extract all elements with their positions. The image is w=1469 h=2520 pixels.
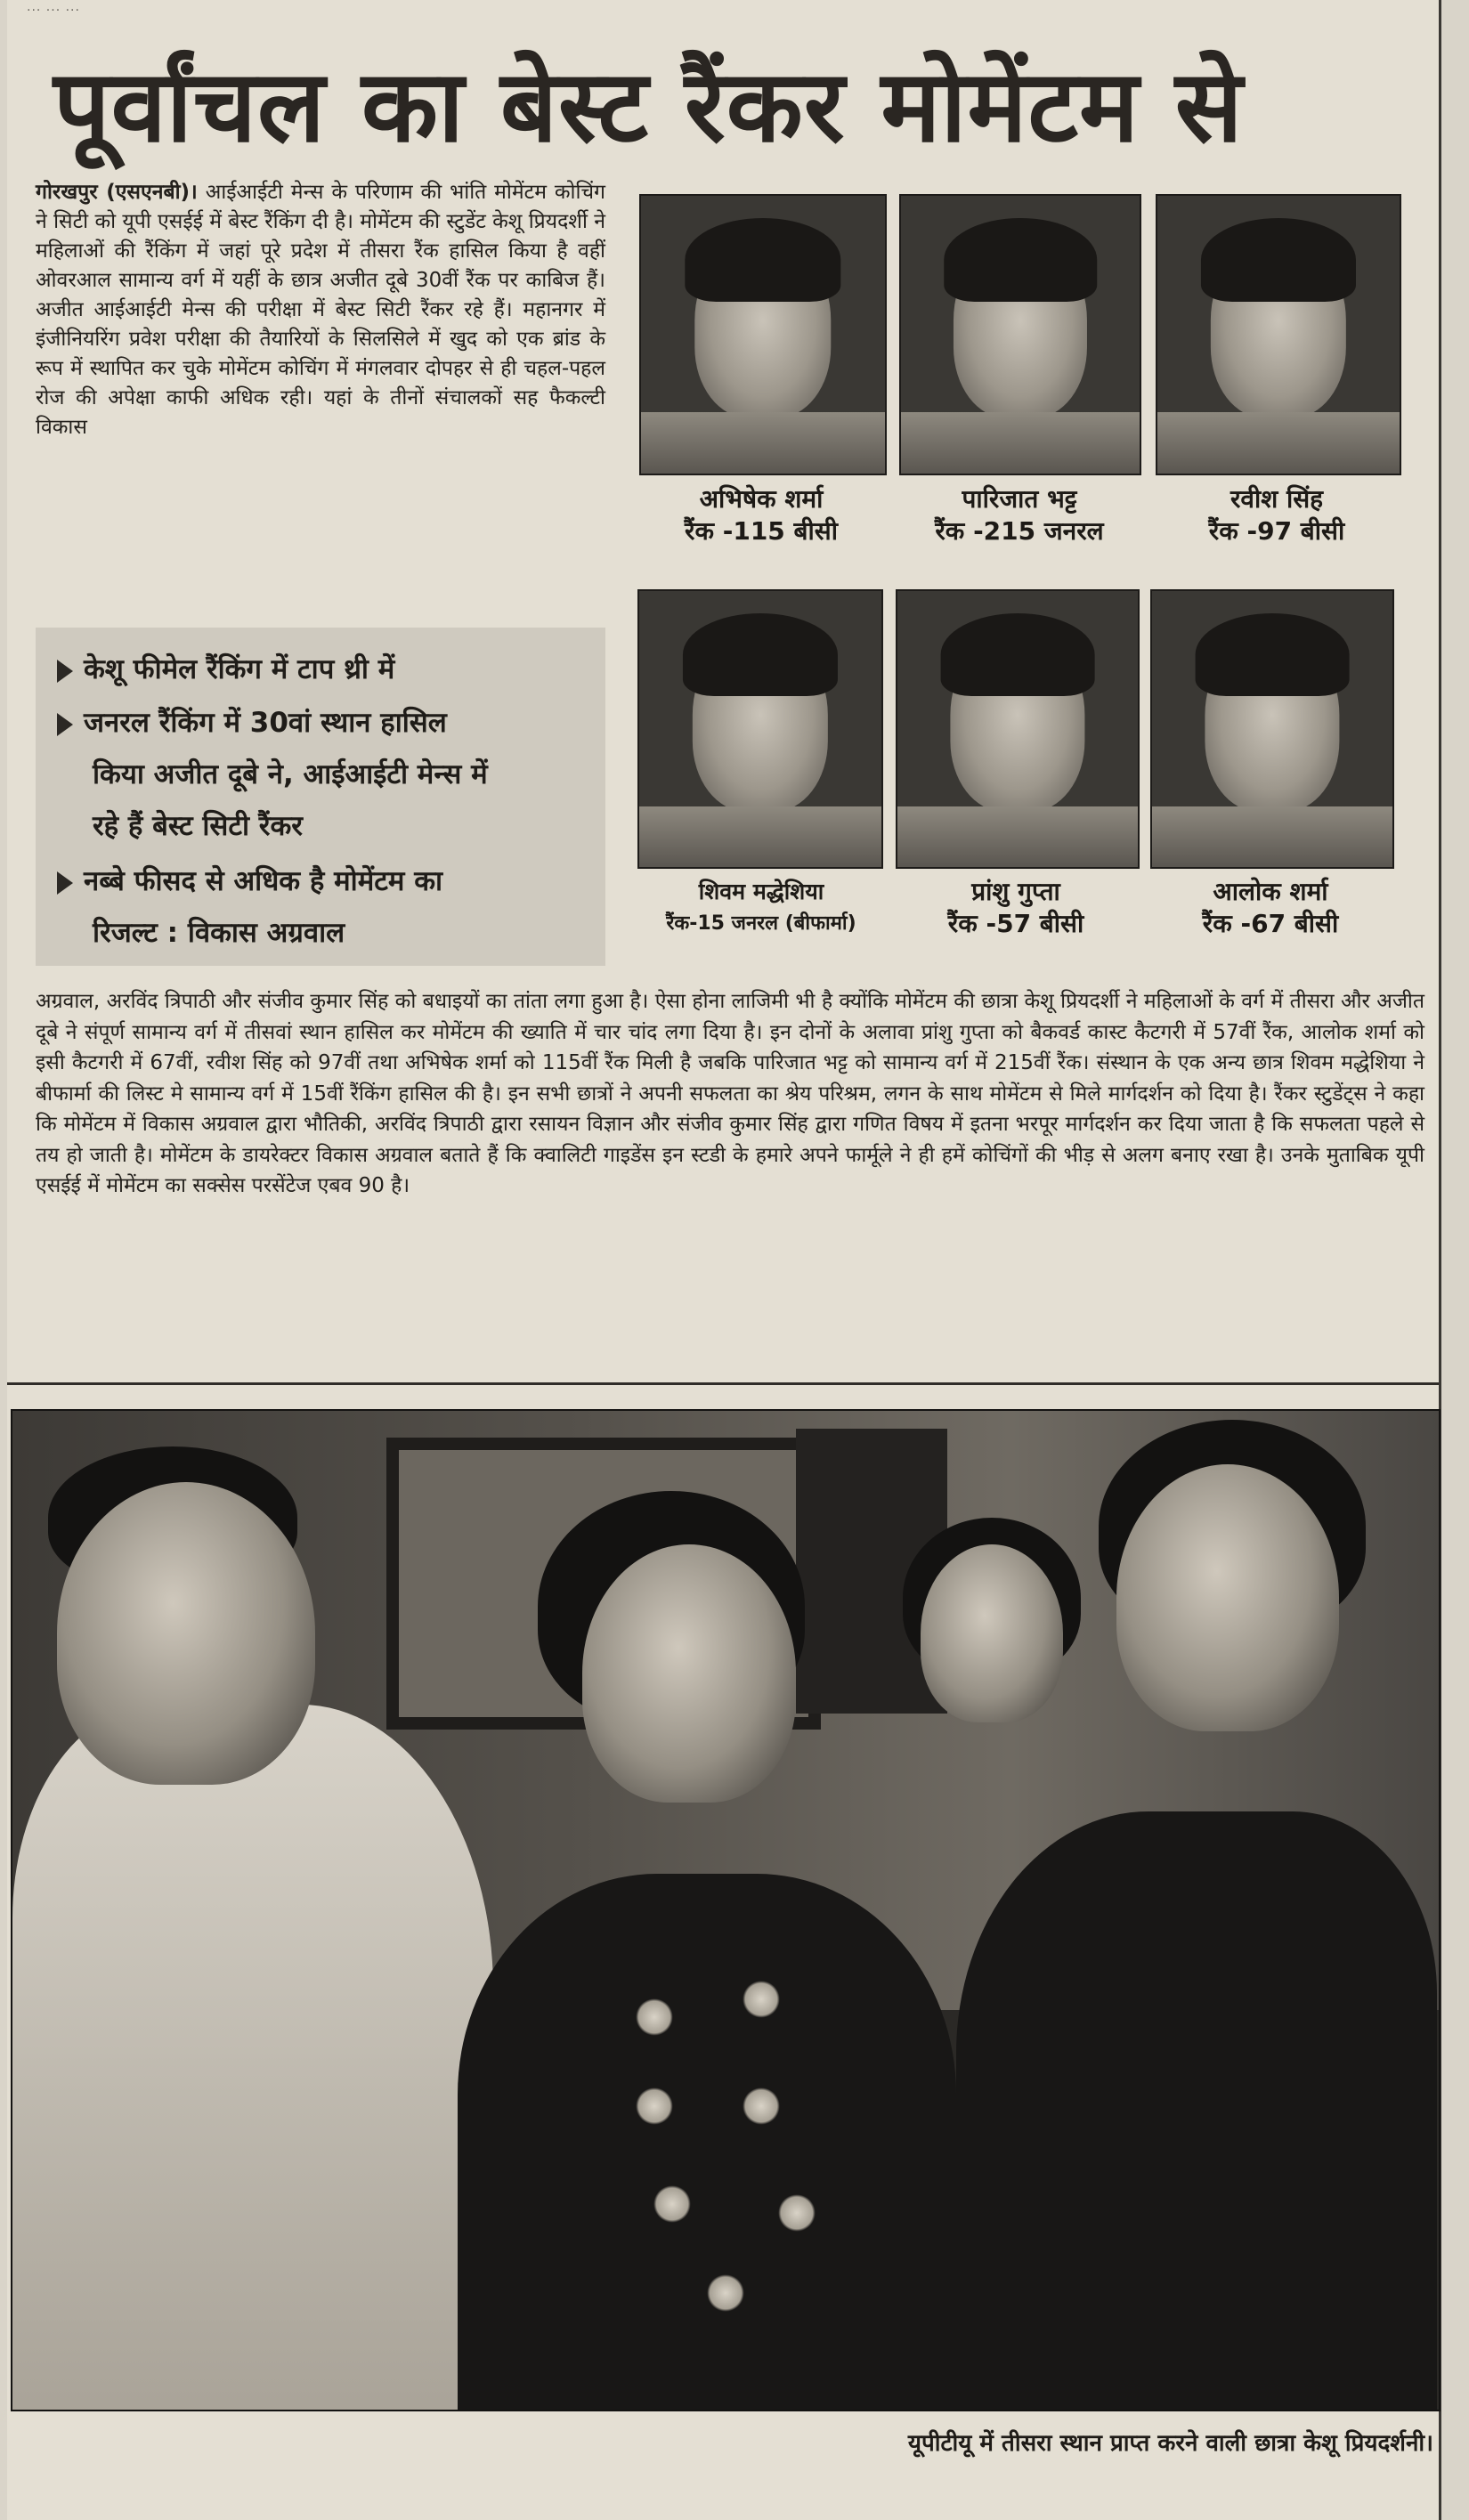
highlight-item bbox=[57, 697, 447, 749]
topper-caption bbox=[1150, 876, 1391, 940]
topper-rank: रैंक -57 बीसी bbox=[947, 909, 1084, 938]
topper-rank: रैंक-15 जनरल (बीफार्मा) bbox=[666, 912, 856, 935]
lead-paragraph bbox=[36, 178, 605, 623]
arrow-bullet-icon bbox=[57, 713, 73, 736]
highlight-text: केशू फीमेल रैंकिंग में टाप थ्री में bbox=[84, 653, 395, 685]
arrow-bullet-icon bbox=[57, 871, 73, 895]
highlight-item bbox=[57, 644, 394, 695]
portrait-photo bbox=[1150, 589, 1394, 869]
article-body: अग्रवाल, अरविंद त्रिपाठी और संजीव कुमार सिंह को बधाइयों का तांता लगा हुआ है। ऐसा होना लाजिमी भी है क्योंकि मोमेंटम की छात्रा केशू प्रियदर्शी ने महिलाओं के वर्ग में तीसरा और अजीत दूबे ने संपूर्ण सामान्य वर्ग में तीसवां स्थान हासिल कर मोमेंटम की ख्याति में चार चांद लगा दिया है। इन दोनों के अलावा प्रांशु गुप्ता को बैकवर्ड कास्ट कैटगरी में 57वीं रैंक, आलोक शर्मा को इसी कैटगरी में 67वीं, रवीश सिंह को 97वीं तथा अभिषेक शर्मा को 115वीं रैंक मिली है जबकि पारिजात भट्ट को सामान्य वर्ग में 215वीं रैंक। संस्थान के एक अन्य छात्र शिवम मद्धेशिया ने बीफार्मा की लिस्ट मे सामान्य वर्ग में 15वीं रैंकिंग हासिल की है। इन सभी छात्रों ने अपनी सफलता का श्रेय परिश्रम, लगन के साथ मोमेंटम से मिले मार्गदर्शन को दिया है। रैंकर स्टुडेंट्स ने कहा कि मोमेंटम में विकास अग्रवाल द्वारा भौतिकी, अरविंद त्रिपाठी द्वारा रसायन विज्ञान और संजीव कुमार सिंह द्वारा गणित विषय में इतना भरपूर मार्गदर्शन कर दिया जाता है कि सफलता पहले से तय हो जाती है। मोमेंटम के डायरेक्टर विकास अग्रवाल बताते हैं कि क्वालिटी गाइडेंस इन स्टडी के हमारे अपने फार्मूले ने ही हमें कोचिंगों की भीड़ से अलग बनाए रखा है। उनके मुताबिक यूपी एसईई में मोमेंटम का सक्सेस परसेंटेज एबव 90 है। bbox=[36, 990, 1424, 1197]
highlight-text: नब्बे फीसद से अधिक है मोमेंटम का bbox=[84, 865, 443, 897]
highlight-item bbox=[57, 855, 442, 907]
topper-name: पारिजात भट्ट bbox=[962, 484, 1077, 514]
highlight-text: रिजल्ट : विकास अग्रवाल bbox=[93, 917, 345, 949]
topper-rank: रैंक -97 बीसी bbox=[1208, 516, 1345, 546]
section-divider bbox=[7, 1382, 1439, 1385]
topper-name: शिवम मद्धेशिया bbox=[698, 879, 824, 904]
lead-text: आईआईटी मेन्स के परिणाम की भांति मोमेंटम कोचिंग ने सिटी को यूपी एसईई में बेस्ट रैंकिंग दी है। मोमेंटम की स्टुडेंट केशू प्रियदर्शी ने महिलाओं की रैंकिंग में जहां पूरे प्रदेश में तीसरा रैंक हासिल किया है वहीं ओवरआल सामान्य वर्ग में यहीं के छात्र अजीत दूबे 30वीं रैंक पर काबिज हैं। अजीत आईआईटी मेन्स की परीक्षा में बेस्ट सिटी रैंकर रहे हैं। महानगर में इंजीनियरिंग प्रवेश परीक्षा की तैयारियों के सिलसिले में खुद को एक ब्रांड के रूप में स्थापित कर चुके मोमेंटम कोचिंग में मंगलवार दोपहर से ही चहल-पहल रोज की अपेक्षा काफी अधिक रही। यहां के तीनों संचालकों सह फैकल्टी विकास bbox=[36, 181, 606, 439]
portrait-photo bbox=[639, 194, 887, 475]
portrait-photo bbox=[899, 194, 1141, 475]
portrait-photo bbox=[896, 589, 1140, 869]
arrow-bullet-icon bbox=[57, 660, 73, 683]
highlight-text: किया अजीत दूबे ने, आईआईटी मेन्स में bbox=[93, 758, 488, 790]
topper-rank: रैंक -215 जनरल bbox=[935, 516, 1104, 546]
topper-name: आलोक शर्मा bbox=[1213, 877, 1328, 906]
photo-caption: यूपीटीयू में तीसरा स्थान प्राप्त करने वाली छात्रा केशू प्रियदर्शनी। bbox=[907, 2430, 1433, 2457]
topper-caption bbox=[623, 876, 899, 940]
topper-name: अभिषेक शर्मा bbox=[699, 484, 824, 514]
portrait-photo bbox=[637, 589, 883, 869]
portrait-photo bbox=[1156, 194, 1401, 475]
highlight-text: जनरल रैंकिंग में 30वां स्थान हासिल bbox=[84, 707, 447, 739]
celebration-photo bbox=[11, 1409, 1441, 2411]
topper-caption bbox=[896, 876, 1136, 940]
highlights-box bbox=[36, 628, 605, 966]
topper-name: प्रांशु गुप्ता bbox=[971, 877, 1060, 906]
highlight-text: रहे हैं बेस्ट सिटी रैंकर bbox=[93, 810, 303, 842]
topper-caption bbox=[890, 483, 1148, 547]
dateline: गोरखपुर (एसएनबी)। bbox=[36, 181, 198, 204]
top-strip-text: ... ... ... bbox=[27, 0, 80, 14]
topper-rank: रैंक -67 बीसी bbox=[1202, 909, 1339, 938]
topper-caption bbox=[1156, 483, 1398, 547]
topper-name: रवीश सिंह bbox=[1230, 484, 1324, 514]
headline: पूर्वांचल का बेस्ट रैंकर मोमेंटम से bbox=[53, 49, 1244, 165]
topper-rank: रैंक -115 बीसी bbox=[685, 516, 838, 546]
topper-caption bbox=[639, 483, 883, 547]
